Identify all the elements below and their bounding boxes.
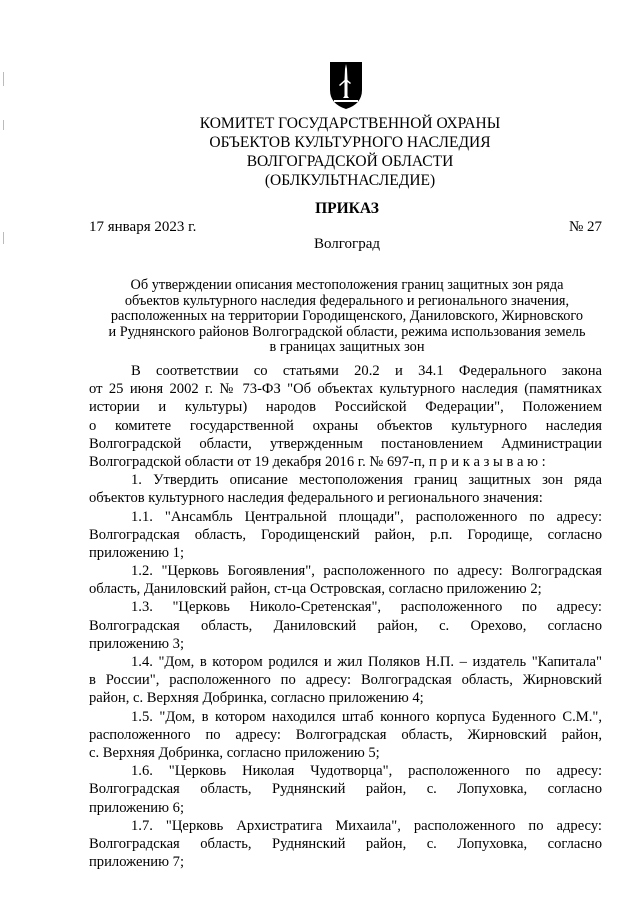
body-line: Волгоградской области от 19 декабря 2016 г. № 697-п, п р и к а з ы в а ю : bbox=[89, 453, 546, 470]
body-line: расположенного по адресу: Волгоградская область, Жирновский район, bbox=[89, 726, 602, 743]
committee-line: ОБЪЕКТОВ КУЛЬТУРНОГО НАСЛЕДИЯ bbox=[209, 134, 491, 151]
order-number: № 27 bbox=[568, 219, 602, 235]
subject-line: объектов культурного наследия федерального и регионального значения, bbox=[124, 292, 570, 309]
order-city: Волгоград bbox=[313, 236, 380, 252]
committee-name bbox=[140, 114, 560, 190]
order-date: 17 января 2023 г. bbox=[89, 219, 197, 235]
order-title: ПРИКАЗ bbox=[315, 200, 379, 217]
body-line: 1.3. "Церковь Николо-Сретенская", расположенного по адресу: bbox=[131, 599, 602, 616]
body-line: приложению 6; bbox=[89, 799, 185, 816]
subject-line: и Руднянского районов Волгоградской области, режима использования земель bbox=[108, 323, 586, 340]
committee-line: ВОЛГОГРАДСКОЙ ОБЛАСТИ bbox=[246, 153, 454, 170]
body-line: В соответствии со статьями 20.2 и 34.1 Федерального закона bbox=[131, 363, 602, 379]
body-line: о комитете государственной охраны объектов культурного наследия bbox=[89, 417, 602, 434]
body-line: 1.1. "Ансамбль Центральной площади", расположенного по адресу: bbox=[131, 508, 602, 525]
body-line: приложению 3; bbox=[89, 635, 185, 652]
body-line: 1.2. "Церковь Богоявления", расположенного по адресу: Волгоградская bbox=[131, 563, 602, 580]
order-body bbox=[89, 362, 602, 871]
body-line: от 25 июня 2002 г. № 73-ФЗ "Об объектах культурного наследия (памятниках bbox=[89, 381, 602, 398]
subject-line: Об утверждении описания местоположения границ защитных зон ряда bbox=[130, 277, 564, 293]
body-line: 1. Утвердить описание местоположения границ защитных зон ряда bbox=[131, 472, 602, 489]
body-line: 1.6. "Церковь Николая Чудотворца", расположенного по адресу: bbox=[131, 763, 602, 780]
subject-line: в границах защитных зон bbox=[269, 339, 425, 355]
subject-line: расположенных на территории Городищенского, Даниловского, Жирновского bbox=[110, 308, 584, 324]
body-line: в России", расположенного по адресу: Волгоградская область, Жирновский bbox=[89, 672, 602, 689]
body-line: с. Верхняя Добринка, согласно приложению 5; bbox=[89, 744, 380, 761]
body-line: Волгоградская область, Руднянский район, с. Лопуховка, согласно bbox=[89, 835, 602, 852]
body-line: Волгоградская область, Даниловский район, с. Орехово, согласно bbox=[89, 617, 602, 634]
committee-line: (ОБЛКУЛЬТНАСЛЕДИЕ) bbox=[264, 172, 436, 189]
body-line: 1.7. "Церковь Архистратига Михаила", расположенного по адресу: bbox=[131, 817, 602, 834]
body-line: приложению 1; bbox=[89, 544, 185, 561]
committee-line: КОМИТЕТ ГОСУДАРСТВЕННОЙ ОХРАНЫ bbox=[199, 115, 501, 132]
body-line: объектов культурного наследия федерального и регионального значения: bbox=[89, 490, 543, 507]
order-subject bbox=[84, 278, 610, 356]
body-line: область, Даниловский район, ст-ца Островская, согласно приложению 2; bbox=[89, 581, 542, 598]
body-line: приложению 7; bbox=[89, 854, 185, 871]
coat-of-arms-emblem bbox=[328, 60, 364, 110]
body-line: истории и культуры) народов Российской Федерации", Положением bbox=[89, 399, 602, 416]
body-line: 1.5. "Дом, в котором находился штаб конного корпуса Буденного С.М.", bbox=[131, 708, 602, 725]
body-line: Волгоградская область, Руднянский район, с. Лопуховка, согласно bbox=[89, 781, 602, 798]
body-line: 1.4. "Дом, в котором родился и жил Поляков Н.П. – издатель "Капитала" bbox=[131, 654, 602, 670]
body-line: Волгоградская область, Городищенский район, р.п. Городище, согласно bbox=[89, 526, 602, 543]
body-line: Волгоградской области, утвержденным постановлением Администрации bbox=[89, 435, 602, 452]
body-line: район, с. Верхняя Добринка, согласно приложению 4; bbox=[89, 690, 424, 707]
scan-artifact bbox=[3, 120, 4, 130]
scan-artifact bbox=[3, 72, 4, 86]
